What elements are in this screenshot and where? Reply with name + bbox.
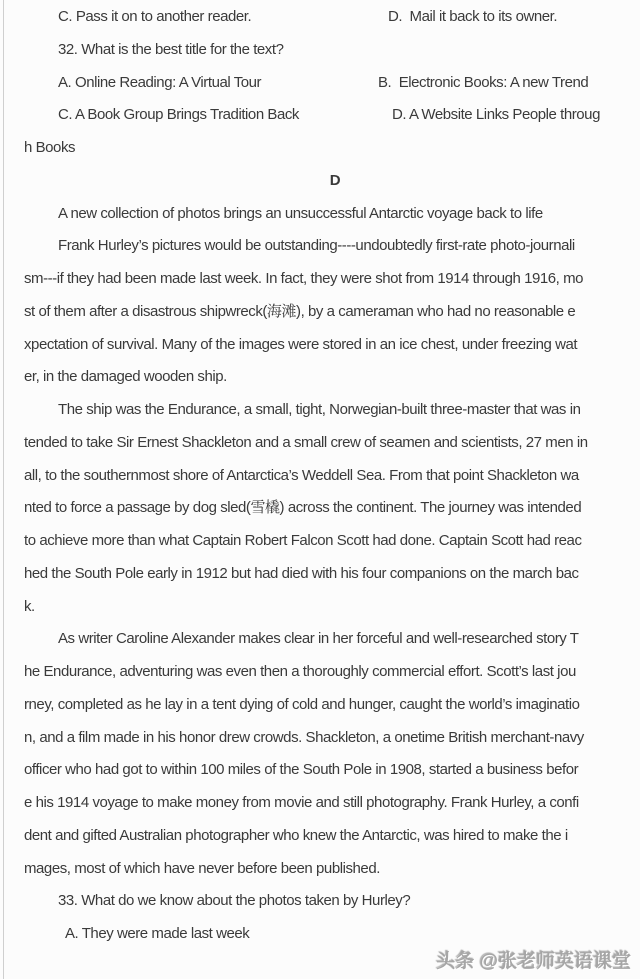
passage-line: As writer Caroline Alexander makes clear in her forceful and well-researched story T xyxy=(58,630,579,648)
passage-line: e his 1914 voyage to make money from movie and still photography. Frank Hurley, a confi xyxy=(24,794,579,811)
q31-option-d: D. Mail it back to its owner. xyxy=(388,8,558,25)
passage-line: rney, completed as he lay in a tent dying of cold and hunger, caught the world’s imaginatio xyxy=(24,695,580,713)
passage-line: er, in the damaged wooden ship. xyxy=(24,368,227,386)
passage-section-label: D xyxy=(329,171,341,189)
q31-options-row xyxy=(0,1,640,34)
passage-line: dent and gifted Australian photographer who knew the Antarctic, was hired to make the i xyxy=(24,826,568,844)
q32-prompt-row xyxy=(0,34,640,67)
passage-line: sm---if they had been made last week. In fact, they were shot from 1914 through 1916, mo xyxy=(24,270,584,287)
passage-line: A new collection of photos brings an unsuccessful Antarctic voyage back to life xyxy=(58,204,543,222)
passage-line: nted to force a passage by dog sled(雪橇) across the continent. The journey was intended xyxy=(24,499,582,517)
q32-option-d: D. A Website Links People throug xyxy=(392,106,600,124)
q32-options-ab-row xyxy=(0,67,640,100)
passage-line: officer who had got to within 100 miles of the South Pole in 1908, started a business befor xyxy=(24,761,579,779)
passage-line: The ship was the Endurance, a small, tight, Norwegian-built three-master that was in xyxy=(58,401,581,418)
q32-options-cd-row xyxy=(0,99,640,132)
passage-line: k. xyxy=(24,597,35,615)
q33-prompt: 33. What do we know about the photos taken by Hurley? xyxy=(58,892,411,910)
q33-option-a: A. They were made last week xyxy=(65,925,250,942)
q32-option-c: C. A Book Group Brings Tradition Back xyxy=(58,106,299,124)
passage-line: st of them after a disastrous shipwreck(海滩), by a cameraman who had no reasonable e xyxy=(24,302,576,320)
passage-line: mages, most of which have never before been published. xyxy=(24,859,380,877)
passage-line: n, and a film made in his honor drew crowds. Shackleton, a onetime British merchant-navy xyxy=(24,728,584,746)
q32-option-b: B. Electronic Books: A new Trend xyxy=(378,73,589,91)
watermark-toutiao: 头条 @张老师英语课堂 xyxy=(436,951,631,972)
passage-line: Frank Hurley’s pictures would be outstanding----undoubtedly first-rate photo-journali xyxy=(58,237,575,255)
q32-option-d-continuation: h Books xyxy=(24,139,76,156)
passage-line: all, to the southernmost shore of Antarctica’s Weddell Sea. From that point Shackleton wa xyxy=(24,466,579,484)
passage-line: hed the South Pole early in 1912 but had died with his four companions on the march bac xyxy=(24,564,579,582)
q31-option-c: C. Pass it on to another reader. xyxy=(58,8,252,25)
passage-line: he Endurance, adventuring was even then a thoroughly commercial effort. Scott’s last jou xyxy=(24,663,576,680)
q32-prompt: 32. What is the best title for the text? xyxy=(58,40,284,58)
passage-line: xpectation of survival. Many of the images were stored in an ice chest, under freezing wat xyxy=(24,335,578,353)
q32-option-a: A. Online Reading: A Virtual Tour xyxy=(58,73,262,91)
passage-line: tended to take Sir Ernest Shackleton and a small crew of seamen and scientists, 27 men in xyxy=(24,433,588,451)
passage-line: to achieve more than what Captain Robert Falcon Scott had done. Captain Scott had reac xyxy=(24,532,582,549)
